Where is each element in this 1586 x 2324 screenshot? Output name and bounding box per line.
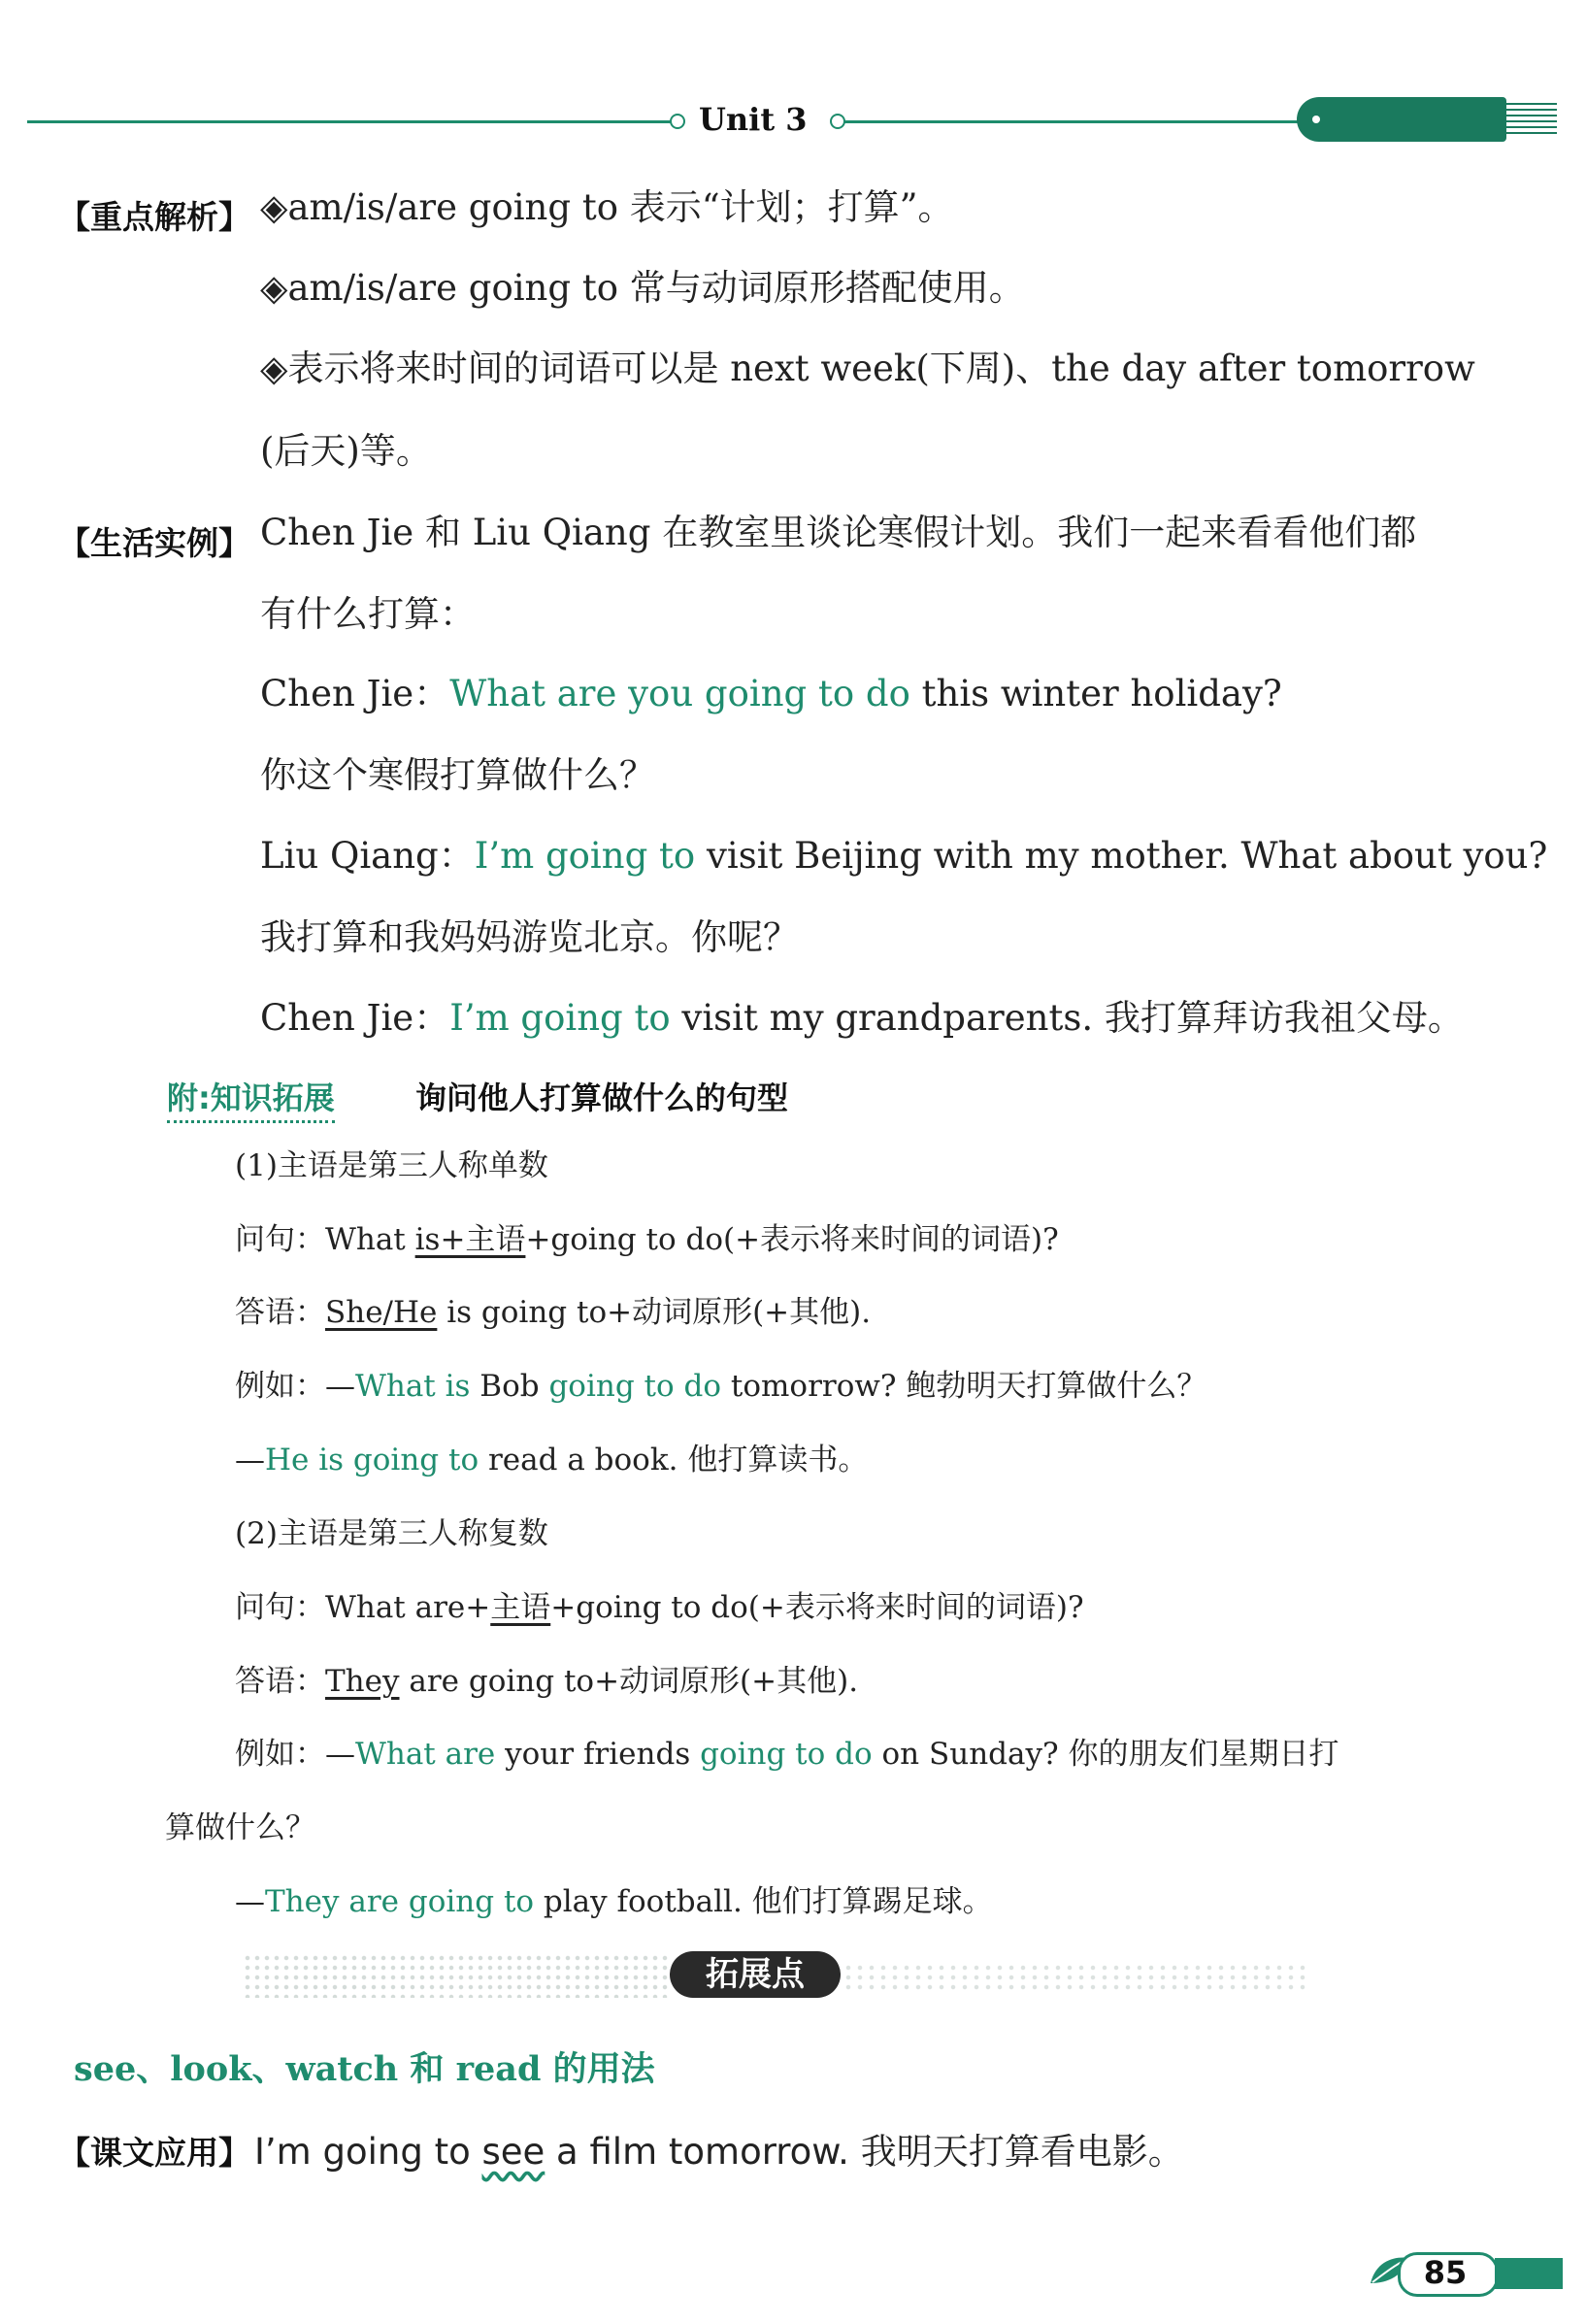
underlined-part: She/He bbox=[325, 1295, 438, 1330]
page-number-bar bbox=[1495, 2258, 1563, 2289]
text-application-tag: 【课文应用】 bbox=[58, 2134, 250, 2172]
section-title: see、look、watch 和 read 的用法 bbox=[74, 2049, 655, 2089]
rest: is going to+动词原形(+其他). bbox=[437, 1295, 872, 1330]
header-ring-right bbox=[830, 114, 845, 129]
header-rule-left bbox=[27, 120, 672, 123]
speaker-chen-jie: Chen Jie： bbox=[260, 997, 450, 1039]
dialogue-line-2 bbox=[260, 835, 1547, 878]
s2-example-answer bbox=[235, 1884, 993, 1920]
rest: a film tomorrow. 我明天打算看电影。 bbox=[545, 2131, 1184, 2173]
prefix: — bbox=[235, 1443, 265, 1477]
header-stripes bbox=[1506, 103, 1557, 138]
dialogue-line-1 bbox=[260, 673, 1282, 715]
speaker-chen-jie: Chen Jie： bbox=[260, 673, 450, 714]
key-phrase: I’m going to bbox=[449, 997, 671, 1039]
s2-title: (2)主语是第三人称复数 bbox=[235, 1516, 548, 1551]
underlined-part: 主语 bbox=[490, 1590, 551, 1625]
s2-example-question bbox=[235, 1737, 1338, 1773]
rest: +going to do(+表示将来时间的词语)? bbox=[525, 1222, 1059, 1257]
key-phrase: What is bbox=[355, 1369, 471, 1404]
rest: are going to+动词原形(+其他). bbox=[399, 1664, 859, 1699]
key-verb: see bbox=[481, 2131, 545, 2173]
key-analysis-tag: 【重点解析】 bbox=[58, 198, 250, 236]
prefix: 例如：— bbox=[235, 1737, 355, 1772]
expand-badge: 拓展点 bbox=[670, 1951, 841, 1998]
page-number: 85 bbox=[1423, 2254, 1468, 2291]
extension-label: 附:知识拓展 bbox=[167, 1074, 335, 1123]
prefix: 问句：What are+ bbox=[235, 1590, 491, 1625]
header-tab bbox=[1297, 97, 1506, 142]
prefix: I’m going to bbox=[254, 2131, 482, 2173]
key-phrase: They are going to bbox=[265, 1884, 535, 1919]
rest: on Sunday? 你的朋友们星期日打 bbox=[872, 1737, 1339, 1772]
dialogue-text: this winter holiday? bbox=[909, 673, 1282, 714]
key-analysis-line-3: ◈表示将来时间的词语可以是 next week(下周)、the day after tomorrow bbox=[260, 348, 1475, 389]
key-phrase: What are bbox=[355, 1737, 496, 1772]
key-phrase: He is going to bbox=[265, 1443, 479, 1477]
rest: tomorrow? 鲍勃明天打算做什么？ bbox=[721, 1369, 1207, 1404]
key-analysis-line-4: (后天)等。 bbox=[260, 430, 432, 472]
dialogue-line-2-zh: 我打算和我妈妈游览北京。你呢？ bbox=[260, 916, 799, 958]
rest: read a book. 他打算读书。 bbox=[479, 1443, 869, 1477]
s2-example-question-cont: 算做什么？ bbox=[165, 1810, 315, 1845]
s1-example-answer bbox=[235, 1443, 868, 1478]
key-analysis-line-2: ◈am/is/are going to 常与动词原形搭配使用。 bbox=[260, 267, 1025, 309]
prefix: 答语： bbox=[235, 1664, 325, 1699]
s1-example-question bbox=[235, 1369, 1206, 1405]
extension-title: 询问他人打算做什么的句型 bbox=[415, 1079, 789, 1116]
life-example-intro-2: 有什么打算： bbox=[260, 593, 476, 635]
header-ring-left bbox=[670, 114, 685, 129]
key-phrase: going to do bbox=[700, 1737, 873, 1772]
s1-title: (1)主语是第三人称单数 bbox=[235, 1148, 548, 1183]
dialogue-text: visit my grandparents. 我打算拜访我祖父母。 bbox=[670, 997, 1464, 1039]
banner-dots-left bbox=[243, 1953, 670, 1998]
prefix: 例如：— bbox=[235, 1369, 355, 1404]
key-analysis-line-1: ◈am/is/are going to 表示“计划；打算”。 bbox=[260, 186, 954, 228]
key-phrase: What are you going to do bbox=[449, 673, 910, 714]
dialogue-line-3 bbox=[260, 997, 1464, 1040]
life-example-tag: 【生活实例】 bbox=[58, 524, 250, 562]
header-rule-right bbox=[844, 120, 1301, 123]
underlined-part: is+主语 bbox=[414, 1222, 526, 1257]
s1-answer-pattern bbox=[235, 1295, 871, 1331]
header-tab-dot bbox=[1312, 116, 1320, 123]
subject: your friends bbox=[495, 1737, 701, 1772]
speaker-liu-qiang: Liu Qiang： bbox=[260, 835, 475, 877]
banner-dots-right bbox=[843, 1963, 1308, 1990]
dialogue-text: visit Beijing with my mother. What about you? bbox=[695, 835, 1548, 877]
s2-question-pattern bbox=[235, 1590, 1084, 1626]
dialogue-line-1-zh: 你这个寒假打算做什么？ bbox=[260, 754, 655, 796]
prefix: — bbox=[235, 1884, 265, 1919]
s1-question-pattern bbox=[235, 1222, 1059, 1258]
prefix: 问句：What bbox=[235, 1222, 415, 1257]
underlined-part: They bbox=[325, 1664, 400, 1699]
key-phrase: going to do bbox=[548, 1369, 722, 1404]
s2-answer-pattern bbox=[235, 1664, 858, 1700]
prefix: 答语： bbox=[235, 1295, 325, 1330]
rest: play football. 他们打算踢足球。 bbox=[534, 1884, 993, 1919]
subject: Bob bbox=[470, 1369, 549, 1404]
life-example-intro-1: Chen Jie 和 Liu Qiang 在教室里谈论寒假计划。我们一起来看看他们都 bbox=[260, 512, 1417, 553]
rest: +going to do(+表示将来时间的词语)? bbox=[550, 1590, 1084, 1625]
unit-title: Unit 3 bbox=[699, 101, 808, 138]
text-application-sentence bbox=[254, 2122, 1184, 2175]
key-phrase: I’m going to bbox=[474, 835, 696, 877]
